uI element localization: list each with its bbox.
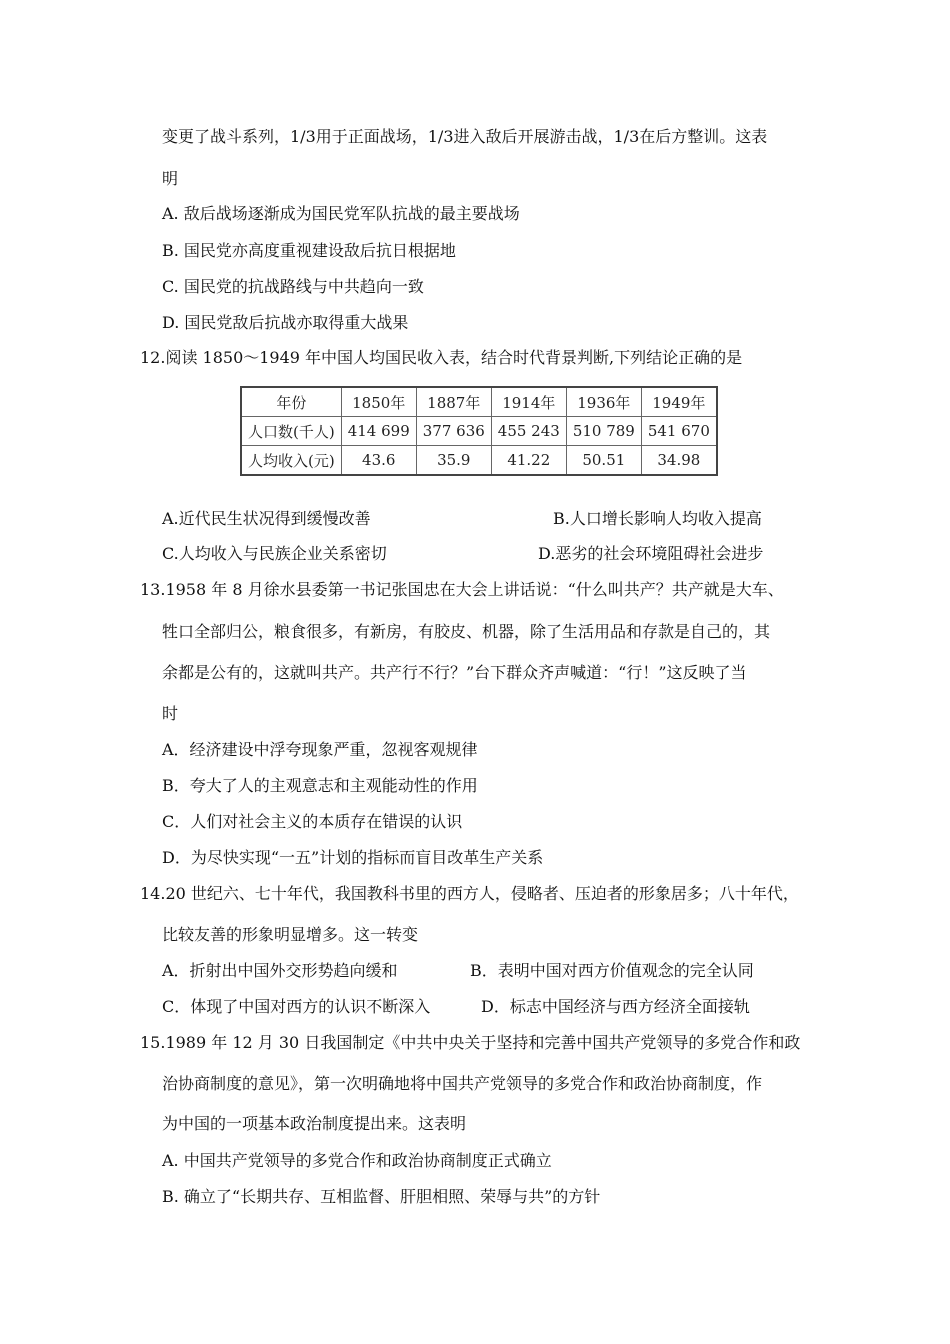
q14-option-d: D．标志中国经济与西方经济全面接轨 [481,997,750,1016]
q13-stem: 13.1958 年 8 月徐水县委第一书记张国忠在大会上讲话说：“什么叫共产？共产就是大车、 [140,580,784,599]
table-cell: 414 699 [341,417,416,446]
table-cell: 1949年 [641,387,717,417]
table-cell: 人口数(千人) [241,417,341,446]
q13-stem: 余都是公有的，这就叫共产。共产行不行？”台下群众齐声喊道：“行！”这反映了当 [162,663,747,682]
q12-option-d: D.恶劣的社会环境阻碍社会进步 [538,544,764,563]
table-cell: 541 670 [641,417,717,446]
table-row [241,446,717,476]
q11-option-d: D. 国民党敌后抗战亦取得重大战果 [162,313,409,332]
q12-option-b: B.人口增长影响人均收入提高 [553,509,762,528]
q14-option-a: A．折射出中国外交形势趋向缓和 [162,961,398,980]
q11-option-b: B. 国民党亦高度重视建设敌后抗日根据地 [162,241,456,260]
q14-option-b: B．表明中国对西方价值观念的完全认同 [470,961,754,980]
q14-option-c: C．体现了中国对西方的认识不断深入 [162,997,431,1016]
table-cell: 1887年 [416,387,491,417]
table-cell: 377 636 [416,417,491,446]
table-cell: 43.6 [341,446,416,476]
table-cell: 510 789 [566,417,641,446]
table-cell: 50.51 [566,446,641,476]
table-cell: 41.22 [491,446,566,476]
q12-stem: 12.阅读 1850～1949 年中国人均国民收入表，结合时代背景判断,下列结论正确的是 [140,348,743,367]
table-cell: 年份 [241,387,341,417]
q15-option-a: A. 中国共产党领导的多党合作和政治协商制度正式确立 [162,1151,552,1170]
q11-stem-cont: 明 [162,169,179,188]
q14-stem: 比较友善的形象明显增多。这一转变 [162,925,419,944]
table-cell: 34.98 [641,446,717,476]
q12-option-c: C.人均收入与民族企业关系密切 [162,544,387,563]
q15-stem: 治协商制度的意见》，第一次明确地将中国共产党领导的多党合作和政治协商制度，作 [162,1074,763,1093]
table-cell: 1914年 [491,387,566,417]
q14-stem: 14.20 世纪六、七十年代，我国教科书里的西方人，侵略者、压迫者的形象居多；八十年代， [140,884,799,903]
q15-stem: 为中国的一项基本政治制度提出来。这表明 [162,1114,467,1133]
table-row [241,417,717,446]
table-cell: 人均收入(元) [241,446,341,476]
income-table [240,386,718,476]
q11-stem-cont: 变更了战斗系列，1/3用于正面战场，1/3进入敌后开展游击战，1/3在后方整训。这表 [162,127,768,146]
q13-option-b: B．夸大了人的主观意志和主观能动性的作用 [162,776,478,795]
table-header-row [241,387,717,417]
table-cell: 1936年 [566,387,641,417]
table-cell: 1850年 [341,387,416,417]
q11-option-a: A. 敌后战场逐渐成为国民党军队抗战的最主要战场 [162,204,520,223]
q11-option-c: C. 国民党的抗战路线与中共趋向一致 [162,277,424,296]
q12-option-a: A.近代民生状况得到缓慢改善 [162,509,371,528]
q13-option-c: C．人们对社会主义的本质存在错误的认识 [162,812,463,831]
table-cell: 455 243 [491,417,566,446]
q13-option-d: D．为尽快实现“一五”计划的指标而盲目改革生产关系 [162,848,544,867]
q13-option-a: A．经济建设中浮夸现象严重，忽视客观规律 [162,740,478,759]
q13-stem: 牲口全部归公，粮食很多，有新房，有胶皮、机器，除了生活用品和存款是自己的，其 [162,622,771,641]
q15-option-b: B. 确立了“长期共存、互相监督、肝胆相照、荣辱与共”的方针 [162,1187,601,1206]
q13-stem: 时 [162,704,179,723]
q15-stem: 15.1989 年 12 月 30 日我国制定《中共中央关于坚持和完善中国共产党领导的多党合作和政 [140,1033,801,1052]
table-cell: 35.9 [416,446,491,476]
